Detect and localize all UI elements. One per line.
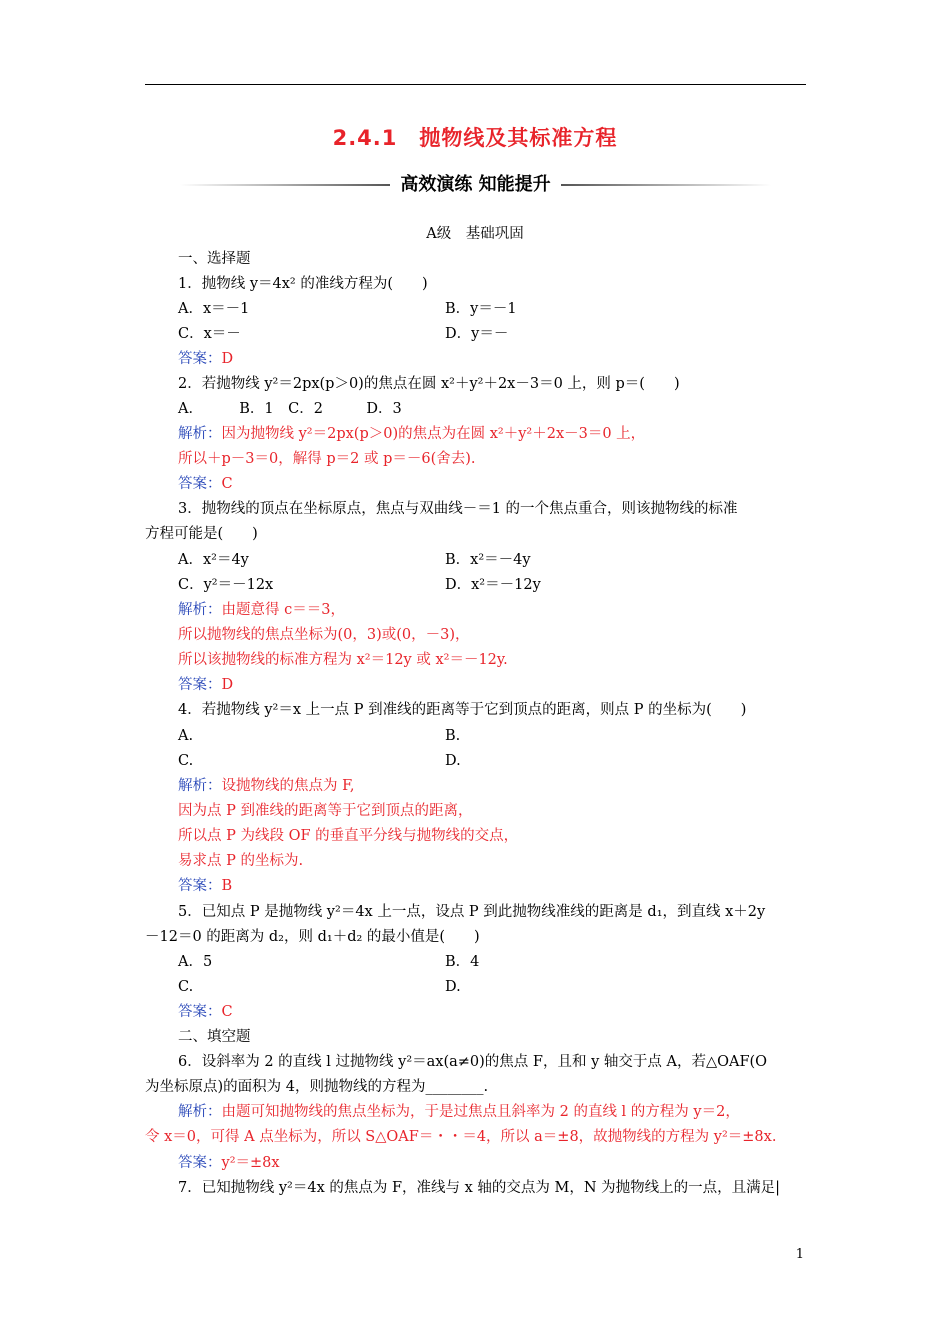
q4-analysis-line2: 因为点 P 到准线的距离等于它到顶点的距离， [178, 803, 473, 819]
section-heading: A级 基础巩固 [426, 226, 524, 242]
q4-answer-line [178, 876, 232, 896]
q4-stem: 4．若抛物线 y²＝x 上一点 P 到准线的距离等于它到顶点的距离，则点 P 的坐标为( ) [178, 702, 747, 718]
q3-option-b: B．x²＝－4y [445, 552, 531, 568]
q6-stem-line2: 为坐标原点)的面积为 4，则抛物线的方程为________. [145, 1079, 489, 1095]
q1-stem: 1．抛物线 y＝4x² 的准线方程为( ) [178, 276, 428, 292]
answer-label: 答案： [178, 351, 222, 367]
q6-stem-line1: 6．设斜率为 2 的直线 l 过抛物线 y²＝ax(a≠0)的焦点 F，且和 y 轴交于点 A，若△OAF(O [178, 1054, 768, 1070]
answer-value: D [221, 677, 234, 693]
answer-value: C [221, 476, 233, 492]
q4-option-b: B. [445, 728, 461, 744]
answer-value: B [221, 878, 233, 894]
q1-option-c: C．x＝－ [178, 326, 241, 342]
q7-stem: 7．已知抛物线 y²＝4x 的焦点为 F，准线与 x 轴的交点为 M，N 为抛物线上的一点，且满足| [178, 1180, 781, 1196]
page-number: 1 [795, 1247, 804, 1262]
analysis-label: 解析： [178, 426, 222, 442]
answer-label: 答案： [178, 1004, 222, 1020]
analysis-label: 解析： [178, 602, 222, 618]
q4-option-a: A. [178, 728, 194, 744]
q3-analysis-line3: 所以该抛物线的标准方程为 x²＝12y 或 x²＝－12y. [178, 652, 508, 668]
q5-option-b: B．4 [445, 954, 480, 970]
q3-analysis-line2: 所以抛物线的焦点坐标为(0，3)或(0，－3)， [178, 627, 470, 643]
q2-answer-line [178, 474, 233, 494]
q5-option-d: D. [445, 979, 461, 995]
q2-options: A． B．1 C．2 D．3 [178, 401, 402, 417]
q4-analysis-line4: 易求点 P 的坐标为. [178, 853, 304, 869]
q5-answer-line [178, 1002, 233, 1022]
answer-label: 答案： [178, 1155, 222, 1171]
q3-analysis-line1 [178, 600, 345, 620]
analysis-text: 设抛物线的焦点为 F, [221, 778, 355, 794]
analysis-text: 因为抛物线 y²＝2px(p＞0)的焦点为在圆 x²＋y²＋2x－3＝0 上， [221, 426, 646, 442]
q1-option-a: A．x＝－1 [178, 301, 250, 317]
analysis-label: 解析： [178, 778, 222, 794]
q3-stem-line2: 方程可能是( ) [145, 526, 258, 542]
answer-value: y²＝±8x [221, 1155, 280, 1171]
q5-stem-line1: 5．已知点 P 是抛物线 y²＝4x 上一点，设点 P 到此抛物线准线的距离是 d₁，到直线 x＋2y [178, 904, 766, 920]
q3-answer-line [178, 675, 233, 695]
q5-option-a: A．5 [178, 954, 213, 970]
answer-value: D [221, 351, 234, 367]
top-rule [145, 84, 806, 85]
analysis-label: 解析： [178, 1104, 222, 1120]
part2-heading: 二、填空题 [178, 1029, 251, 1045]
part1-heading: 一、选择题 [178, 251, 251, 267]
q3-option-a: A．x²＝4y [178, 552, 249, 568]
q4-analysis-line1 [178, 776, 355, 796]
q5-stem-line2: －12＝0 的距离为 d₂，则 d₁＋d₂ 的最小值是( ) [145, 929, 480, 945]
q4-option-c: C. [178, 753, 194, 769]
answer-label: 答案： [178, 476, 222, 492]
banner-text: 高效演练 知能提升 [400, 174, 551, 195]
banner [145, 172, 806, 198]
answer-label: 答案： [178, 878, 222, 894]
q2-analysis-line1 [178, 424, 645, 444]
q3-option-d: D．x²＝－12y [445, 577, 541, 593]
q3-option-c: C．y²＝－12x [178, 577, 274, 593]
q5-option-c: C. [178, 979, 194, 995]
answer-value: C [221, 1004, 233, 1020]
page-title: 2.4.1 抛物线及其标准方程 [332, 126, 618, 150]
q1-option-d: D．y＝－ [445, 326, 509, 342]
q3-stem-line1: 3．抛物线的顶点在坐标原点，焦点与双曲线－＝1 的一个焦点重合，则该抛物线的标准 [178, 501, 738, 517]
q6-answer-line [178, 1153, 280, 1173]
q6-analysis-line1 [178, 1102, 740, 1122]
q1-answer-line [178, 349, 233, 369]
q4-option-d: D. [445, 753, 461, 769]
q2-analysis-line2: 所以＋p－3＝0，解得 p＝2 或 p＝－6(舍去). [178, 451, 476, 467]
analysis-text: 由题意得 c＝＝3， [221, 602, 345, 618]
analysis-text: 由题可知抛物线的焦点坐标为，于是过焦点且斜率为 2 的直线 l 的方程为 y＝2， [221, 1104, 740, 1120]
answer-label: 答案： [178, 677, 222, 693]
q4-analysis-line3: 所以点 P 为线段 OF 的垂直平分线与抛物线的交点， [178, 828, 519, 844]
q1-option-b: B．y＝－1 [445, 301, 517, 317]
q2-stem: 2．若抛物线 y²＝2px(p＞0)的焦点在圆 x²＋y²＋2x－3＝0 上，则 p＝( ) [178, 376, 680, 392]
q6-analysis-line2: 令 x＝0，可得 A 点坐标为，所以 S△OAF＝・・＝4，所以 a＝±8，故抛物线的方程为 y²＝±8x. [145, 1129, 777, 1145]
